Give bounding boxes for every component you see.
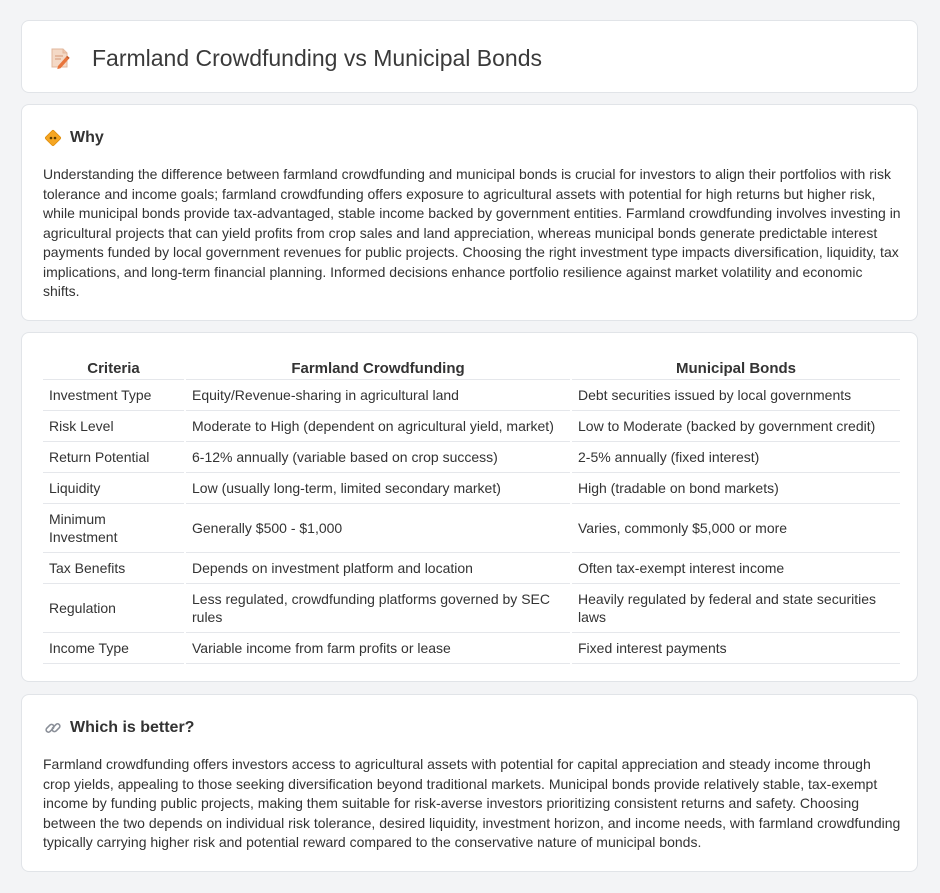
criteria-cell: Risk Level [43,411,185,442]
why-heading: Why [70,129,104,146]
municipal-cell: 2-5% annually (fixed interest) [571,442,900,473]
title-card [21,20,918,93]
municipal-cell: High (tradable on bond markets) [571,473,900,504]
table-row [43,633,900,664]
table-row [43,504,900,553]
municipal-cell: Low to Moderate (backed by government credit) [571,411,900,442]
header-criteria: Criteria [43,355,185,380]
better-header [44,717,194,739]
farmland-cell: Depends on investment platform and location [185,553,571,584]
comparison-table [43,355,900,664]
link-icon [44,719,62,737]
comparison-section [21,332,918,682]
table-row [43,442,900,473]
which-is-better-section [21,694,918,872]
farmland-cell: Less regulated, crowdfunding platforms governed by SEC rules [185,584,571,633]
municipal-cell: Debt securities issued by local governments [571,380,900,411]
table-row [43,553,900,584]
farmland-cell: Moderate to High (dependent on agricultural yield, market) [185,411,571,442]
better-heading: Which is better? [70,719,195,736]
farmland-cell: Generally $500 - $1,000 [185,504,571,553]
better-text: Farmland crowdfunding offers investors access to agricultural assets with potential for capital appreciation and steady income through crop yields, appealing to those seeking diversification beyond traditional markets. Municipal bonds provide relatively stable, tax-exempt income by funding public projects, making them suitable for risk-averse investors prioritizing consistent returns and safety. Choosing between the two depends on individual risk tolerance, desired liquidity, investment horizon, and income needs, with farmland crowdfunding typically carrying higher risk and potential reward compared to the conservative nature of municipal bonds. [43,756,901,850]
criteria-cell: Investment Type [43,380,185,411]
farmland-cell: Equity/Revenue-sharing in agricultural land [185,380,571,411]
header-municipal: Municipal Bonds [571,355,900,380]
criteria-cell: Liquidity [43,473,185,504]
diamond-sign-icon [44,129,62,147]
table-row [43,380,900,411]
why-text: Understanding the difference between farmland crowdfunding and municipal bonds is crucial for investors to align their portfolios with risk tolerance and income goals; farmland crowdfunding offers exposure to agricultural assets with potential for high returns but higher risk, while municipal bonds provide tax-advantaged, stable income backed by government entities. Farmland crowdfunding involves investing in agricultural projects that can yield profits from crop sales and land appreciation, whereas municipal bonds generate predictable interest payments funded by local government revenues for public projects. Choosing the right investment type impacts diversification, liquidity, tax implications, and long-term financial planning. Informed decisions enhance portfolio resilience against market volatility and economic shifts. [43,166,901,299]
criteria-cell: Regulation [43,584,185,633]
farmland-cell: Variable income from farm profits or lease [185,633,571,664]
table-row [43,411,900,442]
criteria-cell: Income Type [43,633,185,664]
header-farmland: Farmland Crowdfunding [185,355,571,380]
farmland-cell: Low (usually long-term, limited secondary market) [185,473,571,504]
municipal-cell: Fixed interest payments [571,633,900,664]
why-header [44,127,104,149]
municipal-cell: Heavily regulated by federal and state securities laws [571,584,900,633]
criteria-cell: Return Potential [43,442,185,473]
municipal-cell: Often tax-exempt interest income [571,553,900,584]
page-title: Farmland Crowdfunding vs Municipal Bonds [92,45,542,71]
criteria-cell: Tax Benefits [43,553,185,584]
farmland-cell: 6-12% annually (variable based on crop success) [185,442,571,473]
table-row [43,584,900,633]
document-edit-icon [48,46,72,70]
table-header-row [43,355,900,380]
table-row [43,473,900,504]
why-section [21,104,918,321]
criteria-cell: Minimum Investment [43,504,185,553]
municipal-cell: Varies, commonly $5,000 or more [571,504,900,553]
